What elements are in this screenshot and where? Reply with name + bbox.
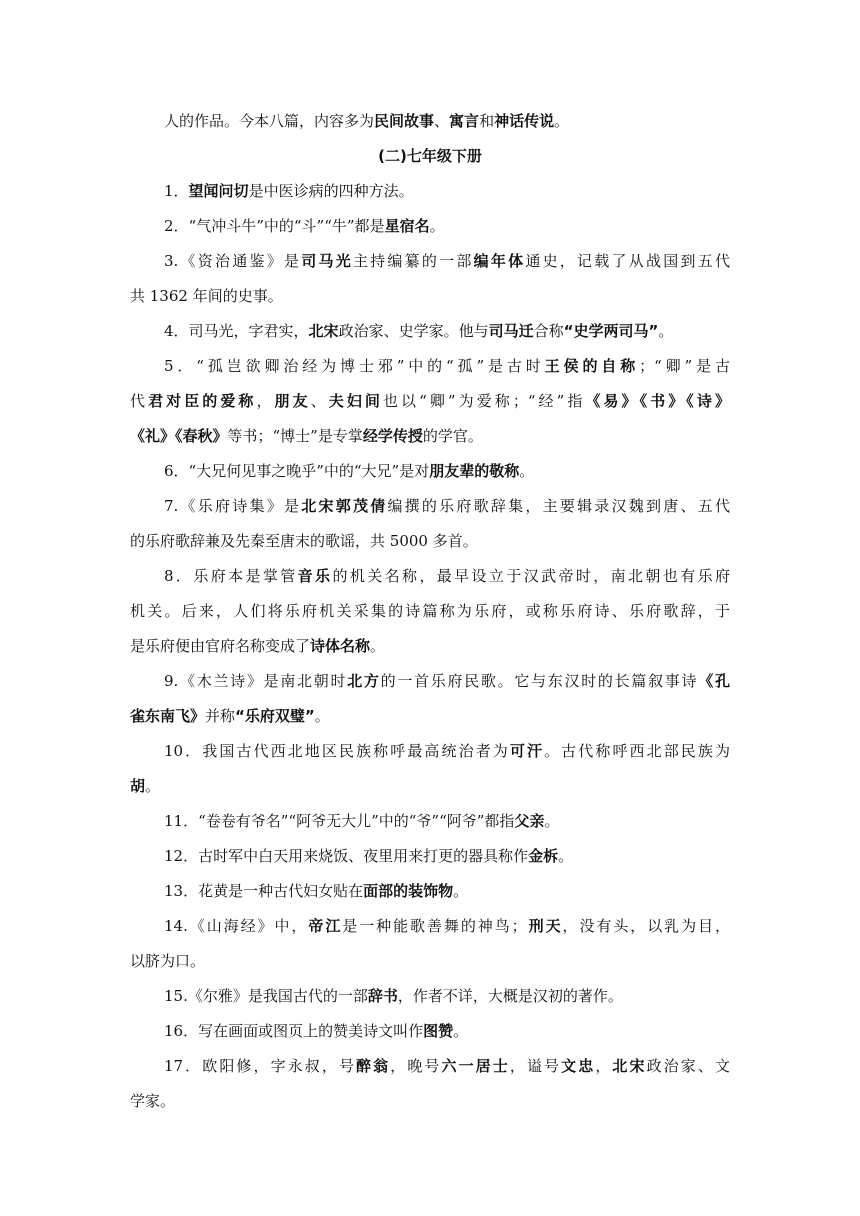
text-run: 。 — [453, 1022, 469, 1040]
bold-text: 《易》《书》《诗》 — [585, 392, 730, 410]
bold-text: 音乐 — [297, 567, 333, 585]
text-run: 5．“孤岂欲卿治经为博士邪”中的“孤”是古时 — [164, 357, 545, 375]
bold-text: 星宿名 — [384, 217, 430, 235]
text-run: 并称 — [205, 707, 236, 725]
bold-text: 司马迁 — [488, 322, 534, 340]
text-run: 。 — [558, 847, 574, 865]
text-line — [130, 524, 730, 559]
text-run: 4．司马光，字君实， — [164, 322, 309, 340]
bold-text: 胡 — [130, 777, 146, 795]
text-run: 政治家、文 — [646, 1057, 730, 1075]
bold-text: 文忠 — [561, 1057, 596, 1075]
bold-text: 民间故事 — [374, 112, 435, 130]
list-item — [130, 209, 730, 244]
section-heading — [130, 139, 730, 174]
text-run: 也以“卿”为爱称；“经”指 — [382, 392, 586, 410]
text-run: 17．欧阳修，字永叔，号 — [164, 1057, 357, 1075]
list-item — [130, 349, 730, 384]
text-run: 2．“气冲斗牛”中的“斗”“牛”都是 — [164, 217, 385, 235]
text-run: 。 — [370, 637, 386, 655]
text-line — [130, 594, 730, 629]
text-run: 、 — [434, 112, 450, 130]
text-line — [130, 944, 730, 979]
list-item — [130, 1014, 730, 1049]
text-run: 。 — [145, 777, 161, 795]
bold-text: 夫妇间 — [328, 392, 383, 410]
text-run: 15.《尔雅》是我国古代的一部 — [164, 987, 368, 1005]
text-run: 合称 — [533, 322, 564, 340]
text-run: 学家。 — [130, 1092, 176, 1110]
text-run: 。 — [544, 812, 560, 830]
bold-text: 朋友 — [274, 392, 311, 410]
text-run: 。 — [453, 882, 469, 900]
bold-text: 《孔 — [698, 672, 730, 690]
text-line — [130, 279, 730, 314]
text-run: 和 — [479, 112, 495, 130]
list-item — [130, 979, 730, 1014]
text-line — [130, 104, 730, 139]
bold-text: 金柝 — [528, 847, 559, 865]
list-item — [130, 839, 730, 874]
bold-text: 北方 — [347, 672, 381, 690]
bold-text: 六一居士 — [441, 1057, 510, 1075]
list-item — [130, 244, 730, 279]
text-run: 是中医诊病的四种方法。 — [248, 182, 414, 200]
text-run: 11．“卷卷有爷名”“阿爷无大儿”中的“爷”“阿爷”都指 — [164, 812, 515, 830]
text-run: 、 — [310, 392, 329, 410]
bold-text: 望闻问切 — [188, 182, 249, 200]
text-run: 是一种能歌善舞的神鸟； — [342, 917, 527, 935]
text-run: 的学官。 — [422, 427, 483, 445]
bold-text: 醉翁 — [356, 1057, 391, 1075]
bold-text: 北宋 — [308, 322, 339, 340]
text-run: 。古代称呼西北部民族为 — [544, 742, 730, 760]
bold-text: 刑天 — [526, 917, 563, 935]
text-run: 10．我国古代西北地区民族称呼最高统治者为 — [164, 742, 510, 760]
list-item — [130, 1049, 730, 1084]
text-run: 1． — [164, 182, 189, 200]
document-body — [130, 104, 730, 1119]
text-line — [130, 384, 730, 419]
text-run: 12．古时军中白天用来烧饭、夜里用来打更的器具称作 — [164, 847, 529, 865]
bold-text: 辞书 — [367, 987, 398, 1005]
text-run: 主持编纂的一部 — [352, 252, 474, 270]
text-run: 机关。后来，人们将乐府机关采集的诗篇称为乐府，或称乐府诗、乐府歌辞，于 — [130, 602, 730, 620]
list-item — [130, 314, 730, 349]
bold-text: 经学传授 — [362, 427, 423, 445]
text-run: 。 — [554, 112, 570, 130]
text-run: 的机关名称，最早设立于汉武帝时，南北朝也有乐府 — [332, 567, 730, 585]
list-item — [130, 174, 730, 209]
bold-text: 雀东南飞》 — [130, 707, 206, 725]
text-run: 9.《木兰诗》是南北朝时 — [164, 672, 348, 690]
text-line — [130, 699, 730, 734]
text-run: 人的作品。今本八篇，内容多为 — [164, 112, 375, 130]
text-run: 的乐府歌辞兼及先秦至唐末的歌谣，共 5000 多首。 — [130, 532, 478, 550]
bold-text: (二)七年级下册 — [378, 147, 482, 165]
text-run: 6．“大兄何见事之晚乎”中的“大兄”是对 — [164, 462, 430, 480]
bold-text: 诗体名称 — [310, 637, 371, 655]
text-run: 编撰的乐府歌辞集，主要辑录汉魏到唐、五代 — [387, 497, 730, 515]
text-run: 。 — [519, 462, 535, 480]
bold-text: 北宋 — [612, 1057, 647, 1075]
text-run: ，谥号 — [509, 1057, 562, 1075]
bold-text: 司马光 — [301, 252, 353, 270]
list-item — [130, 454, 730, 489]
text-line — [130, 769, 730, 804]
text-run: 13．花黄是一种古代妇女贴在 — [164, 882, 364, 900]
list-item — [130, 909, 730, 944]
text-run: 7.《乐府诗集》是 — [164, 497, 302, 515]
list-item — [130, 734, 730, 769]
text-line — [130, 1084, 730, 1119]
bold-text: “史学两司马” — [563, 322, 659, 340]
bold-text: 《礼》《春秋》 — [130, 427, 228, 445]
bold-text: 王侯的自称 — [544, 357, 640, 375]
bold-text: 神话传说 — [494, 112, 555, 130]
bold-text: 北宋郭茂倩 — [301, 497, 388, 515]
text-run: 共 1362 年间的史事。 — [130, 287, 283, 305]
text-run: 14.《山海经》中， — [164, 917, 309, 935]
list-item — [130, 804, 730, 839]
bold-text: 编年体 — [473, 252, 526, 270]
bold-text: “乐府双璧” — [235, 707, 315, 725]
bold-text: 可汗 — [509, 742, 545, 760]
bold-text: 帝江 — [308, 917, 343, 935]
text-run: ，作者不详，大概是汉初的著作。 — [397, 987, 623, 1005]
text-run: ， — [256, 392, 275, 410]
text-run: 通史，记载了从战国到五代 — [525, 252, 730, 270]
text-run: 16．写在画面或图页上的赞美诗文叫作 — [164, 1022, 424, 1040]
text-run: 。 — [314, 707, 330, 725]
text-run: ；“卿”是古 — [639, 357, 730, 375]
text-run: 。 — [429, 217, 445, 235]
text-run: ，晚号 — [390, 1057, 442, 1075]
text-run: 8．乐府本是掌管 — [164, 567, 298, 585]
text-line — [130, 629, 730, 664]
text-run: 等书；“博士”是专掌 — [227, 427, 363, 445]
text-run: 以脐为口。 — [130, 952, 206, 970]
text-line — [130, 419, 730, 454]
text-run: 3.《资治通鉴》是 — [164, 252, 302, 270]
text-run: 是乐府便由官府名称变成了 — [130, 637, 311, 655]
text-run: ，没有头，以乳为目， — [562, 917, 730, 935]
text-run: 。 — [658, 322, 674, 340]
list-item — [130, 489, 730, 524]
bold-text: 图赞 — [423, 1022, 454, 1040]
list-item — [130, 559, 730, 594]
text-run: ， — [595, 1057, 613, 1075]
text-run: 代 — [130, 392, 149, 410]
list-item — [130, 664, 730, 699]
text-run: 的一首乐府民歌。它与东汉时的长篇叙事诗 — [380, 672, 699, 690]
bold-text: 面部的装饰物 — [363, 882, 454, 900]
bold-text: 父亲 — [514, 812, 545, 830]
bold-text: 朋友辈的敬称 — [429, 462, 520, 480]
bold-text: 寓言 — [449, 112, 480, 130]
list-item — [130, 874, 730, 909]
bold-text: 君对臣的爱称 — [148, 392, 257, 410]
text-run: 政治家、史学家。他与 — [338, 322, 489, 340]
